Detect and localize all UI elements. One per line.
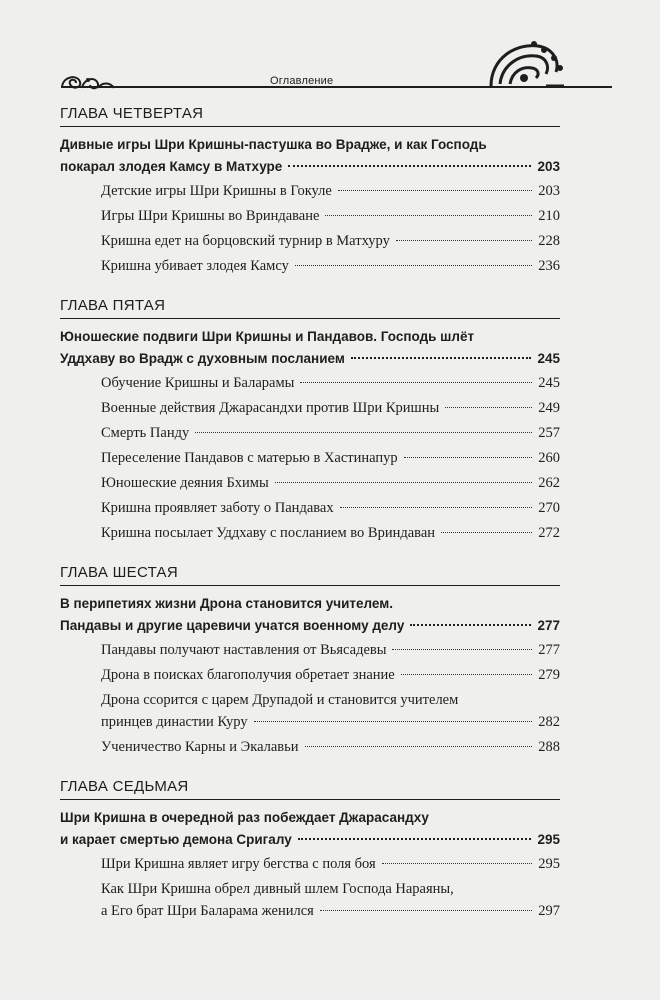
chapter-heading: ГЛАВА ПЯТАЯ xyxy=(60,297,560,319)
toc-entry xyxy=(60,255,560,277)
dot-leader xyxy=(340,506,533,508)
chapter-main-entry xyxy=(60,326,560,370)
page-number: 210 xyxy=(538,208,560,224)
chapter-heading: ГЛАВА ЧЕТВЕРТАЯ xyxy=(60,105,560,127)
toc-entry xyxy=(60,422,560,444)
entry-title: Детские игры Шри Кришны в Гокуле xyxy=(101,183,332,199)
table-of-contents xyxy=(60,105,560,942)
entry-title-line: Пандавы и другие царевичи учатся военному делу xyxy=(60,618,405,633)
chapter-heading: ГЛАВА ШЕСТАЯ xyxy=(60,564,560,586)
dot-leader xyxy=(401,673,533,675)
toc-entry xyxy=(60,230,560,252)
page-number: 282 xyxy=(538,714,560,730)
page-number: 277 xyxy=(538,642,560,658)
chapter-five xyxy=(60,297,560,544)
dot-leader xyxy=(305,745,533,747)
entry-title: Юношеские деяния Бхимы xyxy=(101,475,269,491)
page-number: 203 xyxy=(538,183,560,199)
chapter-four xyxy=(60,105,560,277)
dot-leader xyxy=(325,214,532,216)
page-number: 295 xyxy=(537,832,560,847)
entry-title: а Его брат Шри Баларама женился xyxy=(101,903,314,919)
dot-leader xyxy=(404,456,533,458)
page-number: 262 xyxy=(538,475,560,491)
entry-title: Кришна посылает Уддхаву с посланием во Вриндаван xyxy=(101,525,436,541)
header-title: Оглавление xyxy=(270,75,334,87)
page-number: 279 xyxy=(538,667,560,683)
entry-title: Игры Шри Кришны во Вриндаване xyxy=(101,208,320,224)
entry-title: Пандавы получают наставления от Вьясадевы xyxy=(101,642,387,658)
page-number: 270 xyxy=(538,500,560,516)
dot-leader xyxy=(320,909,532,911)
entry-title: Кришна едет на борцовский турнир в Матхуру xyxy=(101,233,390,249)
entry-title: Переселение Пандавов с матерью в Хастинапур xyxy=(101,450,398,466)
entry-title-line: Юношеские подвиги Шри Кришны и Пандавов. Господь шлёт xyxy=(60,329,475,344)
entry-title-line: В перипетиях жизни Дрона становится учителем. xyxy=(60,596,393,611)
page-number: 297 xyxy=(538,903,560,919)
entry-title: Кришна убивает злодея Камсу xyxy=(101,258,289,274)
toc-entry xyxy=(60,853,560,875)
chapter-main-entry xyxy=(60,807,560,851)
dot-leader xyxy=(254,720,533,722)
dot-leader xyxy=(396,239,532,241)
page-number: 203 xyxy=(537,159,560,174)
toc-entry xyxy=(60,180,560,202)
toc-entry xyxy=(60,664,560,686)
page-number: 277 xyxy=(537,618,560,633)
entry-title-line: Уддхаву во Врадж с духовным посланием xyxy=(60,351,345,366)
entry-title-line: Шри Кришна в очередной раз побеждает Джарасандху xyxy=(60,810,429,825)
toc-entry xyxy=(60,878,560,922)
entry-title: Шри Кришна являет игру бегства с поля боя xyxy=(101,856,376,872)
toc-entry xyxy=(60,497,560,519)
entry-title-line: Дрона ссорится с царем Друпадой и становится учителем xyxy=(101,692,459,708)
toc-entry xyxy=(60,522,560,544)
dot-leader xyxy=(295,264,532,266)
entry-title: Дрона в поисках благополучия обретает знание xyxy=(101,667,395,683)
dot-leader xyxy=(392,648,532,650)
right-ornament-icon xyxy=(486,38,566,88)
dot-leader xyxy=(410,623,531,626)
dot-leader xyxy=(338,189,532,191)
dot-leader xyxy=(195,431,532,433)
chapter-main-entry xyxy=(60,593,560,637)
left-ornament-icon xyxy=(58,68,118,92)
entry-title: Обучение Кришны и Баларамы xyxy=(101,375,295,391)
page-number: 257 xyxy=(538,425,560,441)
entry-title: Военные действия Джарасандхи против Шри Кришны xyxy=(101,400,440,416)
dot-leader xyxy=(445,406,532,408)
dot-leader xyxy=(275,481,533,483)
chapter-heading: ГЛАВА СЕДЬМАЯ xyxy=(60,778,560,800)
toc-entry xyxy=(60,447,560,469)
running-header xyxy=(0,38,660,100)
toc-entry xyxy=(60,736,560,758)
entry-title-line: Как Шри Кришна обрел дивный шлем Господа Нараяны, xyxy=(101,881,454,897)
entry-title: Ученичество Карны и Экалавьи xyxy=(101,739,299,755)
toc-entry xyxy=(60,689,560,733)
dot-leader xyxy=(288,164,531,167)
page-number: 288 xyxy=(538,739,560,755)
toc-entry xyxy=(60,372,560,394)
page-number: 295 xyxy=(538,856,560,872)
dot-leader xyxy=(300,381,532,383)
page-number: 245 xyxy=(538,375,560,391)
page-number: 249 xyxy=(538,400,560,416)
entry-title: Смерть Панду xyxy=(101,425,190,441)
dot-leader xyxy=(441,531,532,533)
page-number: 245 xyxy=(537,351,560,366)
toc-entry xyxy=(60,472,560,494)
page-number: 228 xyxy=(538,233,560,249)
entry-title-line: покарал злодея Камсу в Матхуре xyxy=(60,159,283,174)
dot-leader xyxy=(351,356,532,359)
dot-leader xyxy=(298,837,532,840)
entry-title-line: Дивные игры Шри Кришны-пастушка во Врадже, и как Господь xyxy=(60,137,487,152)
entry-title: Кришна проявляет заботу о Пандавах xyxy=(101,500,334,516)
page-number: 260 xyxy=(538,450,560,466)
toc-entry xyxy=(60,205,560,227)
chapter-seven xyxy=(60,778,560,922)
toc-entry xyxy=(60,639,560,661)
page-number: 236 xyxy=(538,258,560,274)
entry-title: принцев династии Куру xyxy=(101,714,248,730)
entry-title-line: и карает смертью демона Сригалу xyxy=(60,832,292,847)
toc-entry xyxy=(60,397,560,419)
dot-leader xyxy=(382,862,533,864)
page-number: 272 xyxy=(538,525,560,541)
chapter-main-entry xyxy=(60,134,560,178)
chapter-six xyxy=(60,564,560,758)
